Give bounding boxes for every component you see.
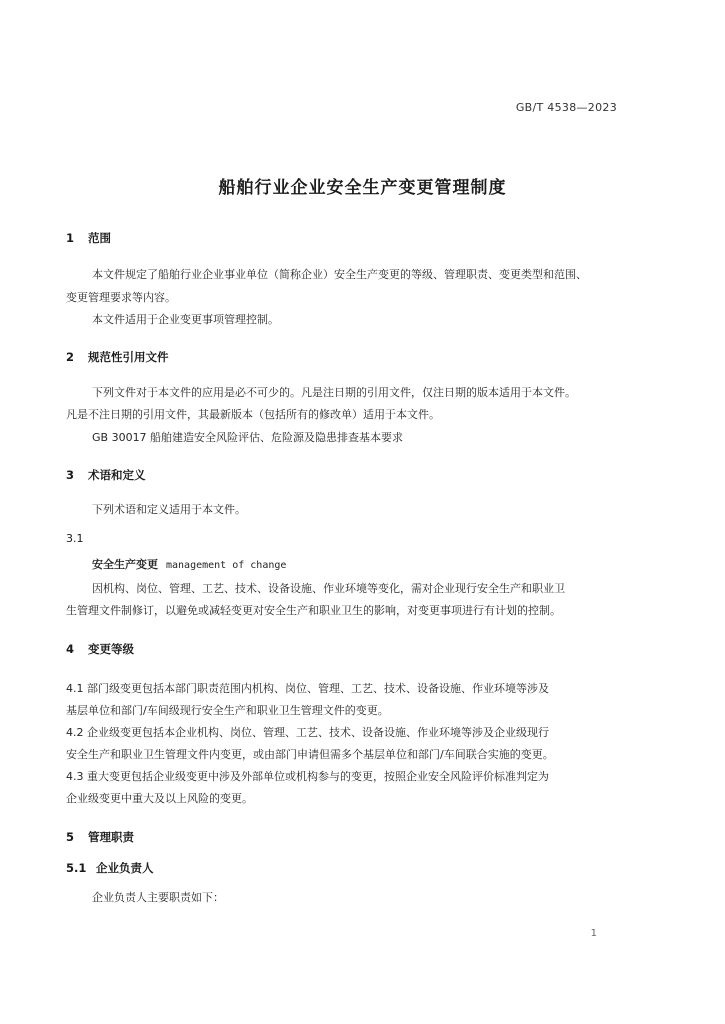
section-title: 管理职责 (88, 830, 134, 844)
section-5-heading (66, 829, 134, 845)
term-definition: 因机构、岗位、管理、工艺、技术、设备设施、作业环境等变化，需对企业现行安全生产和职业卫 (92, 582, 565, 595)
clause-4-1-continued: 基层单位和部门/车间级现行安全生产和职业卫生管理文件的变更。 (66, 704, 389, 717)
subsection-title: 企业负责人 (96, 861, 154, 875)
section-title: 规范性引用文件 (88, 350, 169, 364)
paragraph: 本文件适用于企业变更事项管理控制。 (92, 313, 279, 326)
normative-reference: GB 30017 船舶建造安全风险评估、危险源及隐患排查基本要求 (92, 431, 404, 444)
clause-4-2-continued: 安全生产和职业卫生管理文件内变更，或由部门申请但需多个基层单位和部门/车间联合实施的变更。 (66, 748, 554, 761)
subsection-5-1-heading (66, 860, 154, 876)
clause-4-3: 4.3 重大变更包括企业级变更中涉及外部单位或机构参与的变更，按照企业安全风险评价标准判定为 (66, 770, 549, 783)
term-chinese: 安全生产变更 (92, 558, 158, 571)
term-entry (92, 556, 286, 572)
paragraph: 企业负责人主要职责如下： (92, 891, 224, 904)
section-3-heading (66, 467, 146, 483)
section-number: 3 (66, 468, 75, 482)
section-number: 5 (66, 830, 75, 844)
clause-4-2: 4.2 企业级变更包括本企业机构、岗位、管理、工艺、技术、设备设施、作业环境等涉及企业级现行 (66, 726, 549, 739)
paragraph-continued: 变更管理要求等内容。 (66, 291, 176, 304)
subsection-number: 5.1 (66, 861, 87, 875)
section-number: 4 (66, 642, 75, 656)
page-number: 1 (590, 928, 597, 939)
section-number: 2 (66, 350, 75, 364)
term-english: management of change (166, 560, 287, 571)
section-number: 1 (66, 231, 75, 245)
document-title: 船舶行业企业安全生产变更管理制度 (218, 178, 507, 198)
section-title: 术语和定义 (88, 468, 146, 482)
clause-number: 3.1 (66, 532, 84, 545)
section-1-heading (66, 230, 111, 246)
clause-4-3-continued: 企业级变更中重大及以上风险的变更。 (66, 792, 253, 805)
clause-4-1: 4.1 部门级变更包括本部门职责范围内机构、岗位、管理、工艺、技术、设备设施、作业环境等涉及 (66, 682, 549, 695)
paragraph: 下列术语和定义适用于本文件。 (92, 503, 246, 516)
section-4-heading (66, 641, 134, 657)
paragraph: 下列文件对于本文件的应用是必不可少的。凡是注日期的引用文件，仅注日期的版本适用于本文件。 (92, 386, 576, 399)
paragraph-continued: 凡是不注日期的引用文件，其最新版本（包括所有的修改单）适用于本文件。 (66, 408, 440, 421)
paragraph: 本文件规定了船舶行业企业事业单位（简称企业）安全生产变更的等级、管理职责、变更类型和范围、 (92, 268, 587, 281)
section-title: 变更等级 (88, 642, 134, 656)
section-2-heading (66, 349, 169, 365)
section-title: 范围 (88, 231, 111, 245)
standard-number: GB/T 4538—2023 (515, 101, 617, 114)
term-definition-continued: 生管理文件制修订，以避免或减轻变更对安全生产和职业卫生的影响，对变更事项进行有计划的控制。 (66, 604, 561, 617)
